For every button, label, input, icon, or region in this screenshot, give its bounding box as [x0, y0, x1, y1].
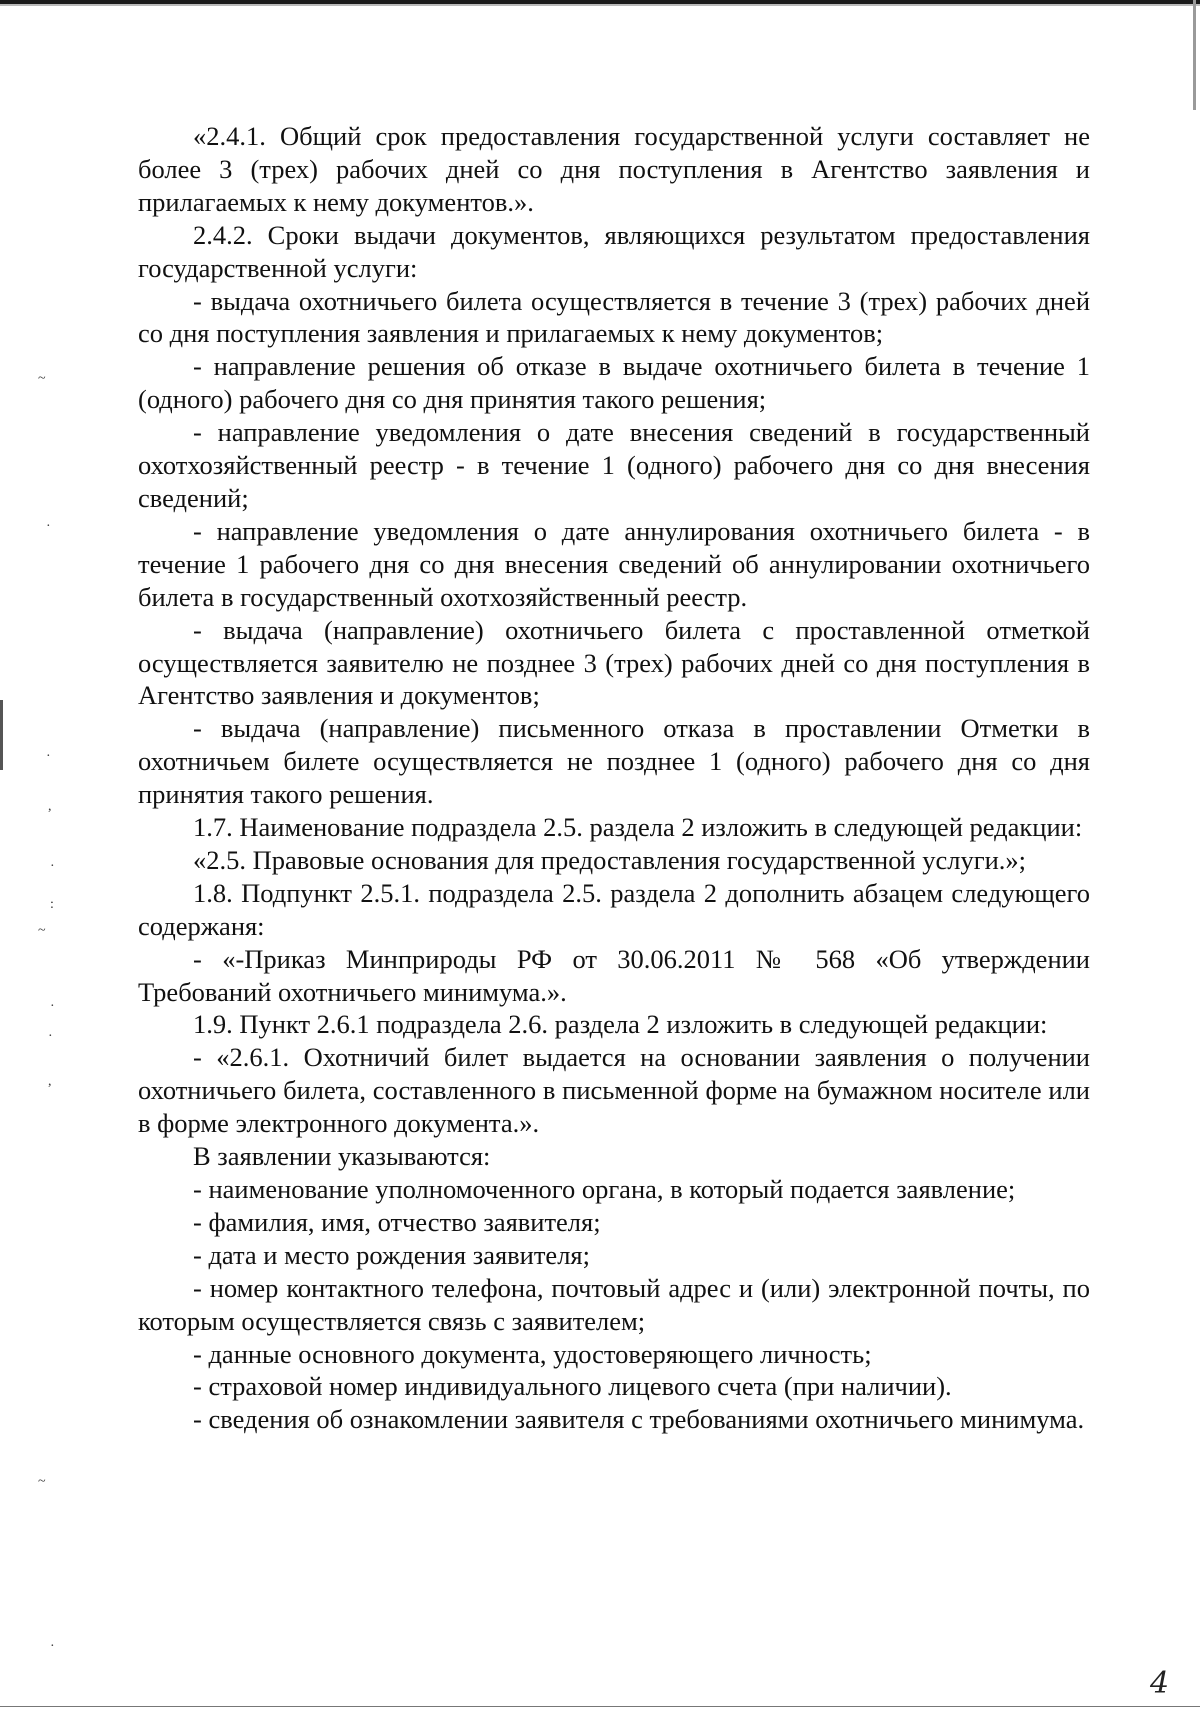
- scan-speck: ·: [48, 1029, 53, 1044]
- page-number: 4: [1150, 1666, 1170, 1701]
- paragraph-application-contents: В заявлении указываются:: [193, 1141, 491, 1172]
- list-item: - выдача охотничьего билета осуществляется в течение 3 (трех) рабочих дней со дня поступления заявления и прилагаемых к нему документов;: [138, 285, 1090, 349]
- list-item: - страховой номер индивидуального лицевого счета (при наличии).: [193, 1371, 952, 1402]
- list-item: - направление решения об отказе в выдаче охотничьего билета в течение 1 (одного) рабочего дня со дня принятия такого решения;: [138, 351, 1090, 415]
- list-item: - направление уведомления о дате внесения сведений в государственный охотхозяйственный реестр - в течение 1 (одного) рабочего дня со дня внесения сведений;: [138, 417, 1090, 513]
- list-item: - выдача (направление) охотничьего билета с проставленной отметкой осуществляется заявителю не позднее 3 (трех) рабочих дней со дня поступления в Агентство заявления и документов;: [138, 614, 1090, 711]
- scan-bottom-border: [0, 1706, 1200, 1707]
- paragraph-2-5-title: «2.5. Правовые основания для предоставления государственной услуги.»;: [193, 844, 1027, 875]
- list-item: - выдача (направление) письменного отказа в проставлении Отметки в охотничьем билете осуществляется не позднее 1 (одного) рабочего дня со дня принятия такого решения.: [138, 713, 1090, 810]
- scan-left-edge-mark: [0, 700, 3, 770]
- list-item: - данные основного документа, удостоверяющего личность;: [193, 1338, 872, 1369]
- scan-top-shadow: [0, 4, 1200, 6]
- scan-speck: ~: [38, 371, 46, 386]
- scan-speck: ·: [50, 859, 55, 874]
- scan-speck: ·: [46, 749, 51, 764]
- paragraph-2-4-2: 2.4.2. Сроки выдачи документов, являющихся результатом предоставления государственной услуги:: [138, 219, 1090, 283]
- list-item: - дата и место рождения заявителя;: [193, 1239, 590, 1270]
- list-item: - направление уведомления о дате аннулирования охотничьего билета - в течение 1 рабочего дня со дня внесения сведений об аннулировании охотничьего билета в государственный охотхозяйственный реестр.: [138, 515, 1090, 612]
- scan-right-edge: [1193, 0, 1196, 110]
- paragraph-2-6-1: - «2.6.1. Охотничий билет выдается на основании заявления о получении охотничьего билета, составленного в письменной форме на бумажном носителе или в форме электронного документа.».: [138, 1042, 1090, 1139]
- scan-speck: ,: [48, 1074, 52, 1089]
- paragraph-1-9: 1.9. Пункт 2.6.1 подраздела 2.6. раздела 2 изложить в следующей редакции:: [193, 1009, 1048, 1040]
- paragraph-2-4-1: «2.4.1. Общий срок предоставления государственной услуги составляет не более 3 (трех) рабочих дней со дня поступления в Агентство заявления и прилагаемых к нему документов.».: [138, 121, 1090, 217]
- list-item: - наименование уполномоченного органа, в который подается заявление;: [193, 1174, 1016, 1204]
- scan-speck: ~: [38, 1474, 46, 1489]
- list-item: - номер контактного телефона, почтовый адрес и (или) электронной почты, по которым осуществляется связь с заявителем;: [138, 1272, 1090, 1336]
- scan-speck: :: [50, 897, 54, 912]
- scan-speck: ,: [48, 799, 52, 814]
- scan-speck: ·: [50, 999, 55, 1014]
- paragraph-1-8: 1.8. Подпункт 2.5.1. подраздела 2.5. раздела 2 дополнить абзацем следующего содержаня:: [138, 877, 1090, 941]
- list-item: - фамилия, имя, отчество заявителя;: [193, 1206, 601, 1237]
- document-body: [138, 120, 1090, 1436]
- scan-speck: ·: [46, 519, 51, 534]
- scan-speck: ·: [50, 1639, 55, 1654]
- list-item: - «-Приказ Минприроды РФ от 30.06.2011 № 568 «Об утверждении Требований охотничьего минимума.».: [138, 943, 1090, 1007]
- paragraph-1-7: 1.7. Наименование подраздела 2.5. раздела 2 изложить в следующей редакции:: [193, 812, 1083, 843]
- scan-speck: ~: [38, 923, 46, 938]
- list-item: - сведения об ознакомлении заявителя с требованиями охотничьего минимума.: [193, 1404, 1085, 1435]
